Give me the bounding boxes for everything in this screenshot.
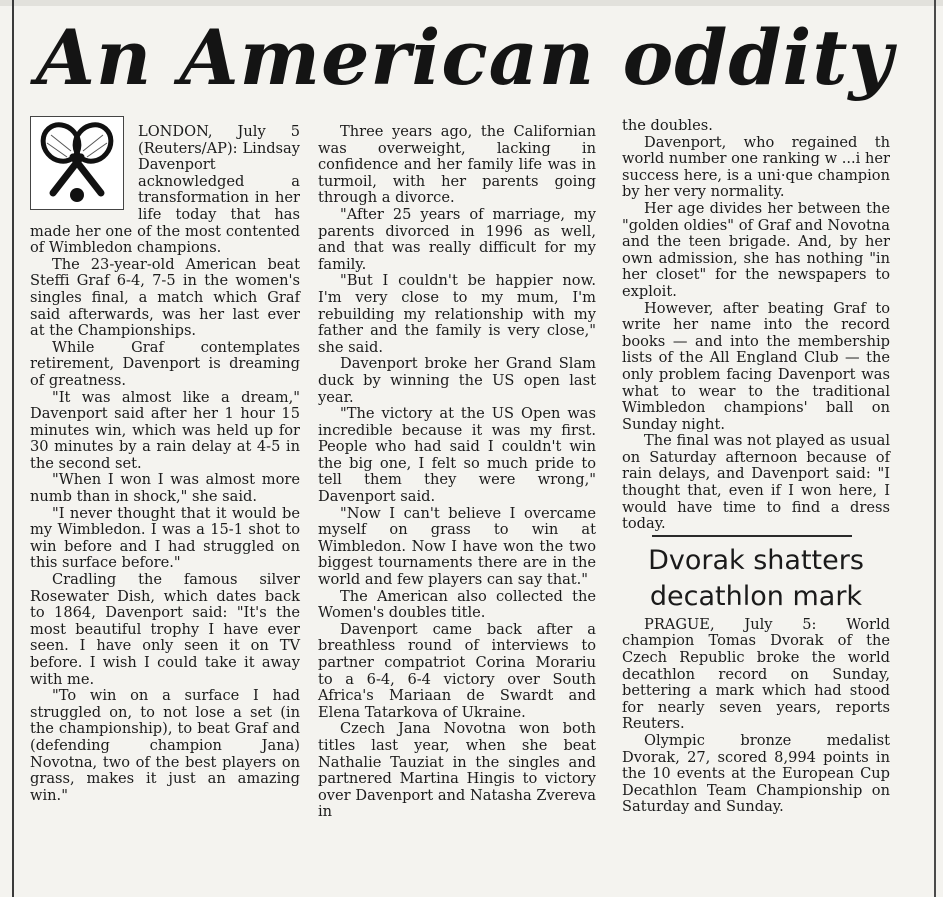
article-paragraph: The final was not played as usual on Saturday afternoon because of rain delays, and Davenport said: "I thought that, even if I won here, I would have time to find a dress today. xyxy=(622,432,890,533)
article-paragraph: "I never thought that it would be my Wimbledon. I was a 15-1 shot to win before and I had struggled on this surface before." xyxy=(30,504,300,572)
article-paragraph: Czech Jana Novotna won both titles last year, when she beat Nathalie Tauziat in the singles and partnered Martina Hingis to victory over Davenport and Natasha Zvereva in xyxy=(318,720,596,821)
column-1 xyxy=(30,124,300,804)
article-paragraph: Her age divides her between the "golden oldies" of Graf and Novotna and the teen brigade. And, by her own admission, she has nothing "in her closet" for the newspapers to exploit. xyxy=(622,199,890,300)
article-paragraph: "It was almost like a dream," Davenport said after her 1 hour 15 minutes win, which was held up for 30 minutes by a rain delay at 4-5 in the second set. xyxy=(30,388,300,472)
section-divider xyxy=(652,535,852,537)
sidebar-paragraph: Olympic bronze medalist Dvorak, 27, scored 8,994 points in the 10 events at the European Cup Decathlon Team Championship on Saturday and Sunday. xyxy=(622,732,890,816)
top-page-strip xyxy=(0,0,943,6)
article-paragraph: Cradling the famous silver Rosewater Dish, which dates back to 1864, Davenport said: "It's the most beautiful trophy I have ever seen. I have only seen it on TV before. I wish I could take it away with me. xyxy=(30,571,300,688)
article-paragraph: The 23-year-old American beat Steffi Graf 6-4, 7-5 in the women's singles final, a match which Graf said afterwards, was her last ever at the Championships. xyxy=(30,255,300,340)
article-paragraph: However, after beating Graf to write her name into the record books — and into the membership lists of the All England Club — the only problem facing Davenport was what to wear to the traditional Wimbledon champions' ball on Sunday night. xyxy=(622,299,890,433)
article-paragraph: The American also collected the Women's doubles title. xyxy=(318,587,596,622)
article-paragraph: Davenport broke her Grand Slam duck by winning the US open last year. xyxy=(318,355,596,406)
article-paragraph: Three years ago, the Californian was overweight, lacking in confidence and her family life was in turmoil, with her parents going through a divorce. xyxy=(318,123,596,207)
article-paragraph: While Graf contemplates retirement, Davenport is dreaming of greatness. xyxy=(30,338,300,389)
article-paragraph: "After 25 years of marriage, my parents divorced in 1996 as well, and that was really difficult for my family. xyxy=(318,205,596,273)
column-3 xyxy=(622,118,890,816)
article-paragraph: "But I couldn't be happier now. I'm very close to my mum, I'm rebuilding my relationship with my father and the family is very close," she said. xyxy=(318,272,596,356)
article-paragraph: "The victory at the US Open was incredible because it was my first. People who had said I couldn't win the big one, I felt so much pride to tell them they were wrong," Davenport said. xyxy=(318,405,596,506)
article-paragraph: "When I won I was almost more numb than in shock," she said. xyxy=(30,471,300,506)
sidebar-paragraph: PRAGUE, July 5: World champion Tomas Dvorak of the Czech Republic broke the world decathlon record on Sunday, bettering a mark which had stood for nearly seven years, reports Reuters. xyxy=(622,615,890,733)
sidebar-headline-line-2: decathlon mark xyxy=(649,580,863,612)
article-paragraph: "Now I can't believe I overcame myself on grass to win at Wimbledon. Now I have won the two biggest tournaments there are in the world and few players can say that." xyxy=(318,504,596,589)
article-headline: An American oddity xyxy=(36,13,894,102)
left-column-rule xyxy=(12,0,14,897)
article-paragraph: LONDON, July 5 (Reuters/AP): Lindsay Davenport acknowledged a transformation in her life today that has made her one of the most contented of Wimbledon champions. xyxy=(30,123,300,257)
sidebar-headline xyxy=(622,543,890,615)
article-paragraph: "To win on a surface I had struggled on, to not lose a set (in the championship), to beat Graf and (defending champion Jana) Novotna, two of the best players on grass, makes it just an amazing win." xyxy=(30,687,300,804)
article-paragraph: Davenport, who regained th world number one ranking w ...i her success here, is a uni·que champion by her very normality. xyxy=(622,133,890,201)
article-paragraph: the doubles. xyxy=(622,117,713,134)
article-paragraph: Davenport came back after a breathless round of interviews to partner compatriot Corina Morariu to a 6-4, 6-4 victory over South Africa's Mariaan de Swardt and Elena Tatarkova of Ukraine. xyxy=(318,620,596,721)
right-column-rule xyxy=(934,0,936,897)
sidebar-headline-line-1: Dvorak shatters xyxy=(648,544,864,576)
column-2 xyxy=(318,124,596,821)
